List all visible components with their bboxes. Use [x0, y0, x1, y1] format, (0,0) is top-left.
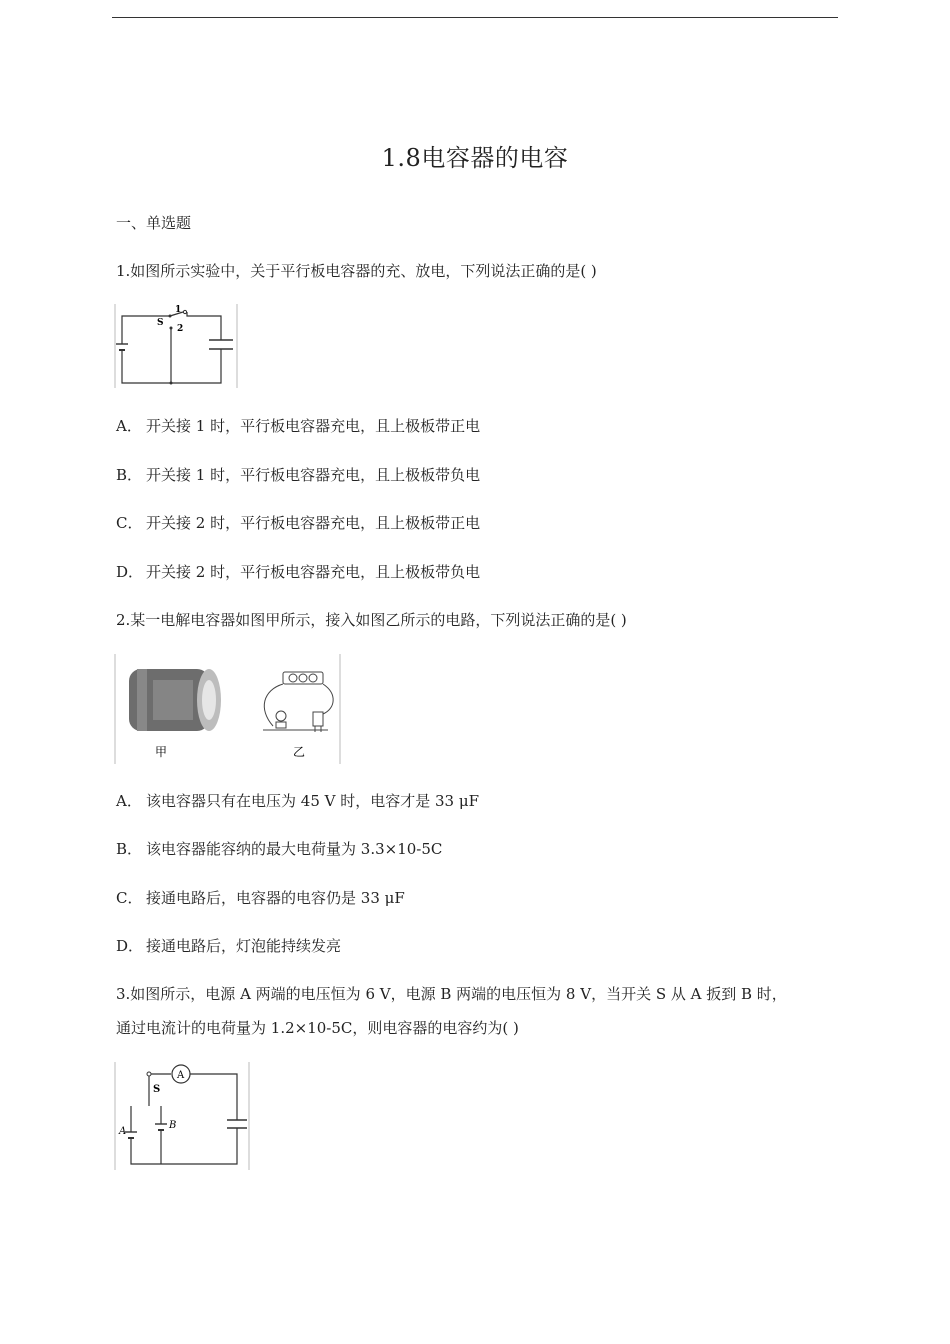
question-2-figure — [113, 654, 343, 764]
q1-option-a: A． 开关接 1 时，平行板电容器充电，且上极板带正电 — [116, 417, 481, 435]
question-2-stem: 2.某一电解电容器如图甲所示，接入如图乙所示的电路，下列说法正确的是( ) — [116, 611, 627, 629]
page-title: 1.8电容器的电容 — [381, 144, 569, 172]
q1-option-d: D． 开关接 2 时，平行板电容器充电，且上极板带负电 — [116, 563, 481, 581]
source-a-label: A — [119, 1126, 127, 1137]
label-jia: 甲 — [155, 745, 168, 759]
terminal-1-label: 1 — [175, 305, 182, 315]
q2-option-c: C． 接通电路后，电容器的电容仍是 33 μF — [116, 889, 405, 907]
question-1-stem: 1.如图所示实验中，关于平行板电容器的充、放电，下列说法正确的是( ) — [116, 262, 597, 280]
galvanometer-label: A — [177, 1070, 185, 1081]
header-rule — [112, 17, 838, 18]
question-3-stem-line-2: 通过电流计的电荷量为 1.2×10-5C，则电容器的电容约为( ) — [116, 1019, 519, 1037]
label-yi: 乙 — [293, 745, 306, 759]
q2-option-d: D． 接通电路后，灯泡能持续发亮 — [116, 937, 342, 955]
q1-option-b: B． 开关接 1 时，平行板电容器充电，且上极板带负电 — [116, 466, 481, 484]
question-1-circuit-figure — [113, 304, 239, 388]
switch-s-label: S — [157, 318, 164, 328]
question-3-circuit-figure — [113, 1062, 251, 1170]
source-b-label: B — [169, 1120, 177, 1131]
q2-option-b: B． 该电容器能容纳的最大电荷量为 3.3×10-5C — [116, 840, 443, 858]
q1-option-c: C． 开关接 2 时，平行板电容器充电，且上极板带正电 — [116, 514, 481, 532]
terminal-2-label: 2 — [177, 324, 184, 334]
section-heading: 一、单选题 — [116, 214, 192, 232]
q2-option-a: A． 该电容器只有在电压为 45 V 时，电容才是 33 μF — [116, 792, 480, 810]
switch-s-label-q3: S — [153, 1084, 161, 1095]
question-3-stem-line-1: 3.如图所示，电源 A 两端的电压恒为 6 V，电源 B 两端的电压恒为 8 V，当开关 S 从 A 扳到 B 时， — [116, 985, 787, 1003]
